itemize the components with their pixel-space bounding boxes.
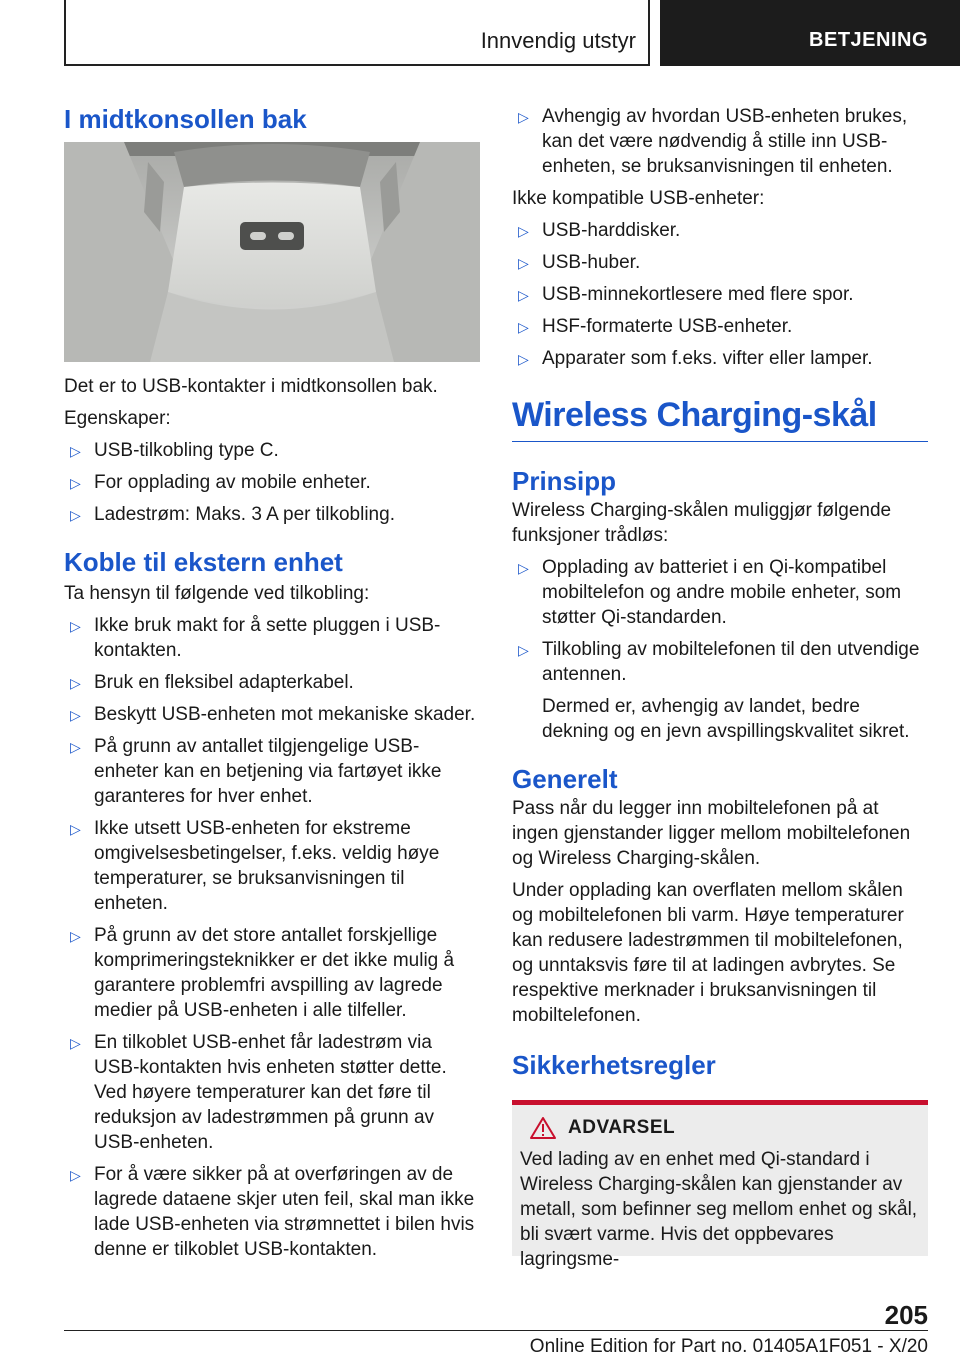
general-paragraph-2: Under opplading kan overflaten mellom skålen og mobiltelefonen bli varm. Høye temperaturer kan redusere ladestrømmen til mobiltelefonen, og unntaksvis føre til at ladingen avbrytes. Se respektive merknader i bruksanvisningen til mobiltelefonen. bbox=[512, 880, 904, 1026]
header-section-title: Innvendig utstyr bbox=[480, 28, 636, 53]
incompatible-list bbox=[512, 218, 928, 371]
properties-list bbox=[64, 438, 480, 527]
principle-intro: Wireless Charging-skålen muliggjør følgende funksjoner trådløs: bbox=[512, 500, 892, 546]
connect-list bbox=[64, 613, 480, 1262]
right-column bbox=[512, 90, 928, 1270]
continued-list bbox=[512, 104, 928, 179]
list-item: ▷ For opplading av mobile enheter. bbox=[64, 470, 480, 495]
incompatible-label: Ikke kompatible USB-enheter: bbox=[512, 188, 765, 209]
bullet-triangle-icon: ▷ bbox=[70, 475, 81, 491]
heading-safety: Sikkerhetsregler bbox=[512, 1050, 716, 1080]
heading-connect-device: Koble til ekstern enhet bbox=[64, 547, 343, 577]
list-item: ▷ HSF-formaterte USB-enheter. bbox=[512, 314, 928, 339]
bullet-triangle-icon: ▷ bbox=[70, 443, 81, 459]
heading-rear-console: I midtkonsollen bak bbox=[64, 104, 307, 134]
principle-list bbox=[512, 555, 928, 744]
bullet-triangle-icon: ▷ bbox=[70, 507, 81, 523]
heading-general: Generelt bbox=[512, 764, 618, 794]
header-section-box bbox=[64, 0, 650, 66]
list-item: ▷ USB-minnekortlesere med flere spor. bbox=[512, 282, 928, 307]
properties-label: Egenskaper: bbox=[64, 408, 171, 429]
warning-title: ADVARSEL bbox=[568, 1117, 676, 1138]
list-item: ▷ På grunn av antallet tilgjengelige USB-enheter kan en betjening via fartøyet ikke garanteres for hver enhet. bbox=[70, 736, 442, 807]
rear-console-usb-photo bbox=[64, 142, 480, 362]
list-item: ▷ Bruk en fleksibel adapterkabel. bbox=[64, 670, 480, 695]
bullet-triangle-icon: ▷ bbox=[70, 821, 81, 837]
list-item: ▷ For å være sikker på at overføringen av de lagrede dataene skjer uten feil, skal man ikke lade USB-enheten via strømnettet i bilen hvis denne er tilkoblet USB-kontakten. bbox=[70, 1164, 475, 1260]
bullet-triangle-icon: ▷ bbox=[518, 109, 529, 125]
bullet-triangle-icon: ▷ bbox=[70, 739, 81, 755]
list-item: ▷ Ladestrøm: Maks. 3 A per tilkobling. bbox=[64, 502, 480, 527]
bullet-triangle-icon: ▷ bbox=[518, 223, 529, 239]
list-item: ▷ Beskytt USB-enheten mot mekaniske skader. bbox=[64, 702, 480, 727]
bullet-triangle-icon: ▷ bbox=[70, 1035, 81, 1051]
general-paragraph-1: Pass når du legger inn mobiltelefonen på at ingen gjenstander ligger mellom mobiltelefonen og Wireless Charging-skålen. bbox=[512, 798, 911, 869]
list-item: ▷ Tilkobling av mobiltelefonen til den utvendige antennen. Dermed er, avhengig av landet, bedre dekning og en jevn avspillingskvalitet sikret. bbox=[512, 637, 928, 744]
list-item: ▷ USB-harddisker. bbox=[512, 218, 928, 243]
list-item: ▷ Opplading av batteriet i en Qi-kompatibel mobiltelefon og andre mobile enheter, som støtter Qi-standarden. bbox=[518, 557, 902, 628]
bullet-triangle-icon: ▷ bbox=[70, 928, 81, 944]
rear-console-illustration bbox=[64, 142, 480, 362]
bullet-triangle-icon: ▷ bbox=[70, 618, 81, 634]
bullet-triangle-icon: ▷ bbox=[518, 255, 529, 271]
warning-triangle-icon bbox=[530, 1117, 556, 1139]
bullet-triangle-icon: ▷ bbox=[70, 675, 81, 691]
chapter-title-block bbox=[512, 393, 928, 442]
list-item: ▷ Apparater som f.eks. vifter eller lamper. bbox=[512, 346, 928, 371]
list-item: ▷ Ikke utsett USB-enheten for ekstreme omgivelsesbetingelser, f.eks. veldig høye temperaturer, se bruksanvisningen til enheten. bbox=[70, 818, 440, 914]
principle-item-note: Dermed er, avhengig av landet, bedre dekning og en jevn avspillingskvalitet sikret. bbox=[542, 696, 910, 742]
list-item: ▷ På grunn av det store antallet forskjellige komprimeringsteknikker er det ikke mulig å garantere problemfri avspilling av lagrede medier på USB-enheten i alle tilfeller. bbox=[70, 925, 455, 1021]
warning-header bbox=[520, 1117, 920, 1139]
chapter-title: Wireless Charging-skål bbox=[512, 396, 877, 434]
list-item: ▷ En tilkoblet USB-enhet får ladestrøm via USB-kontakten hvis enheten støtter dette. Ved høyere temperaturer kan det føre til reduksjon av ladestrømmen på grunn av USB-enheten. bbox=[70, 1032, 447, 1153]
bullet-triangle-icon: ▷ bbox=[518, 560, 529, 576]
connect-intro: Ta hensyn til følgende ved tilkobling: bbox=[64, 583, 370, 604]
header-chapter-title: BETJENING bbox=[809, 29, 928, 51]
bullet-triangle-icon: ▷ bbox=[518, 287, 529, 303]
list-item: ▷ Ikke bruk makt for å sette pluggen i USB-kontakten. bbox=[70, 615, 441, 661]
page-number: 205 bbox=[884, 1300, 928, 1330]
bullet-triangle-icon: ▷ bbox=[70, 1167, 81, 1183]
bullet-triangle-icon: ▷ bbox=[70, 707, 81, 723]
list-item: ▷ USB-tilkobling type C. bbox=[64, 438, 480, 463]
bullet-triangle-icon: ▷ bbox=[518, 351, 529, 367]
left-column bbox=[64, 90, 480, 1269]
header-chapter-box bbox=[660, 0, 960, 66]
footer-divider bbox=[64, 1330, 928, 1331]
footer-edition: Online Edition for Part no. 01405A1F051 - X/20 bbox=[529, 1336, 928, 1357]
warning-box bbox=[512, 1100, 928, 1270]
bullet-triangle-icon: ▷ bbox=[518, 642, 529, 658]
image-caption: Det er to USB-kontakter i midtkonsollen bak. bbox=[64, 376, 438, 397]
list-item: ▷ Avhengig av hvordan USB-enheten brukes, kan det være nødvendig å stille inn USB-enheten, se bruksanvisningen til enheten. bbox=[518, 106, 908, 177]
list-item: ▷ USB-huber. bbox=[512, 250, 928, 275]
warning-text: Ved lading av en enhet med Qi-standard i Wireless Charging-skålen kan gjenstander av metall, som befinner seg mellom enhet og skål, bli svært varme. Hvis det oppbevares lagringsme- bbox=[520, 1149, 918, 1270]
heading-principle: Prinsipp bbox=[512, 466, 617, 496]
bullet-triangle-icon: ▷ bbox=[518, 319, 529, 335]
